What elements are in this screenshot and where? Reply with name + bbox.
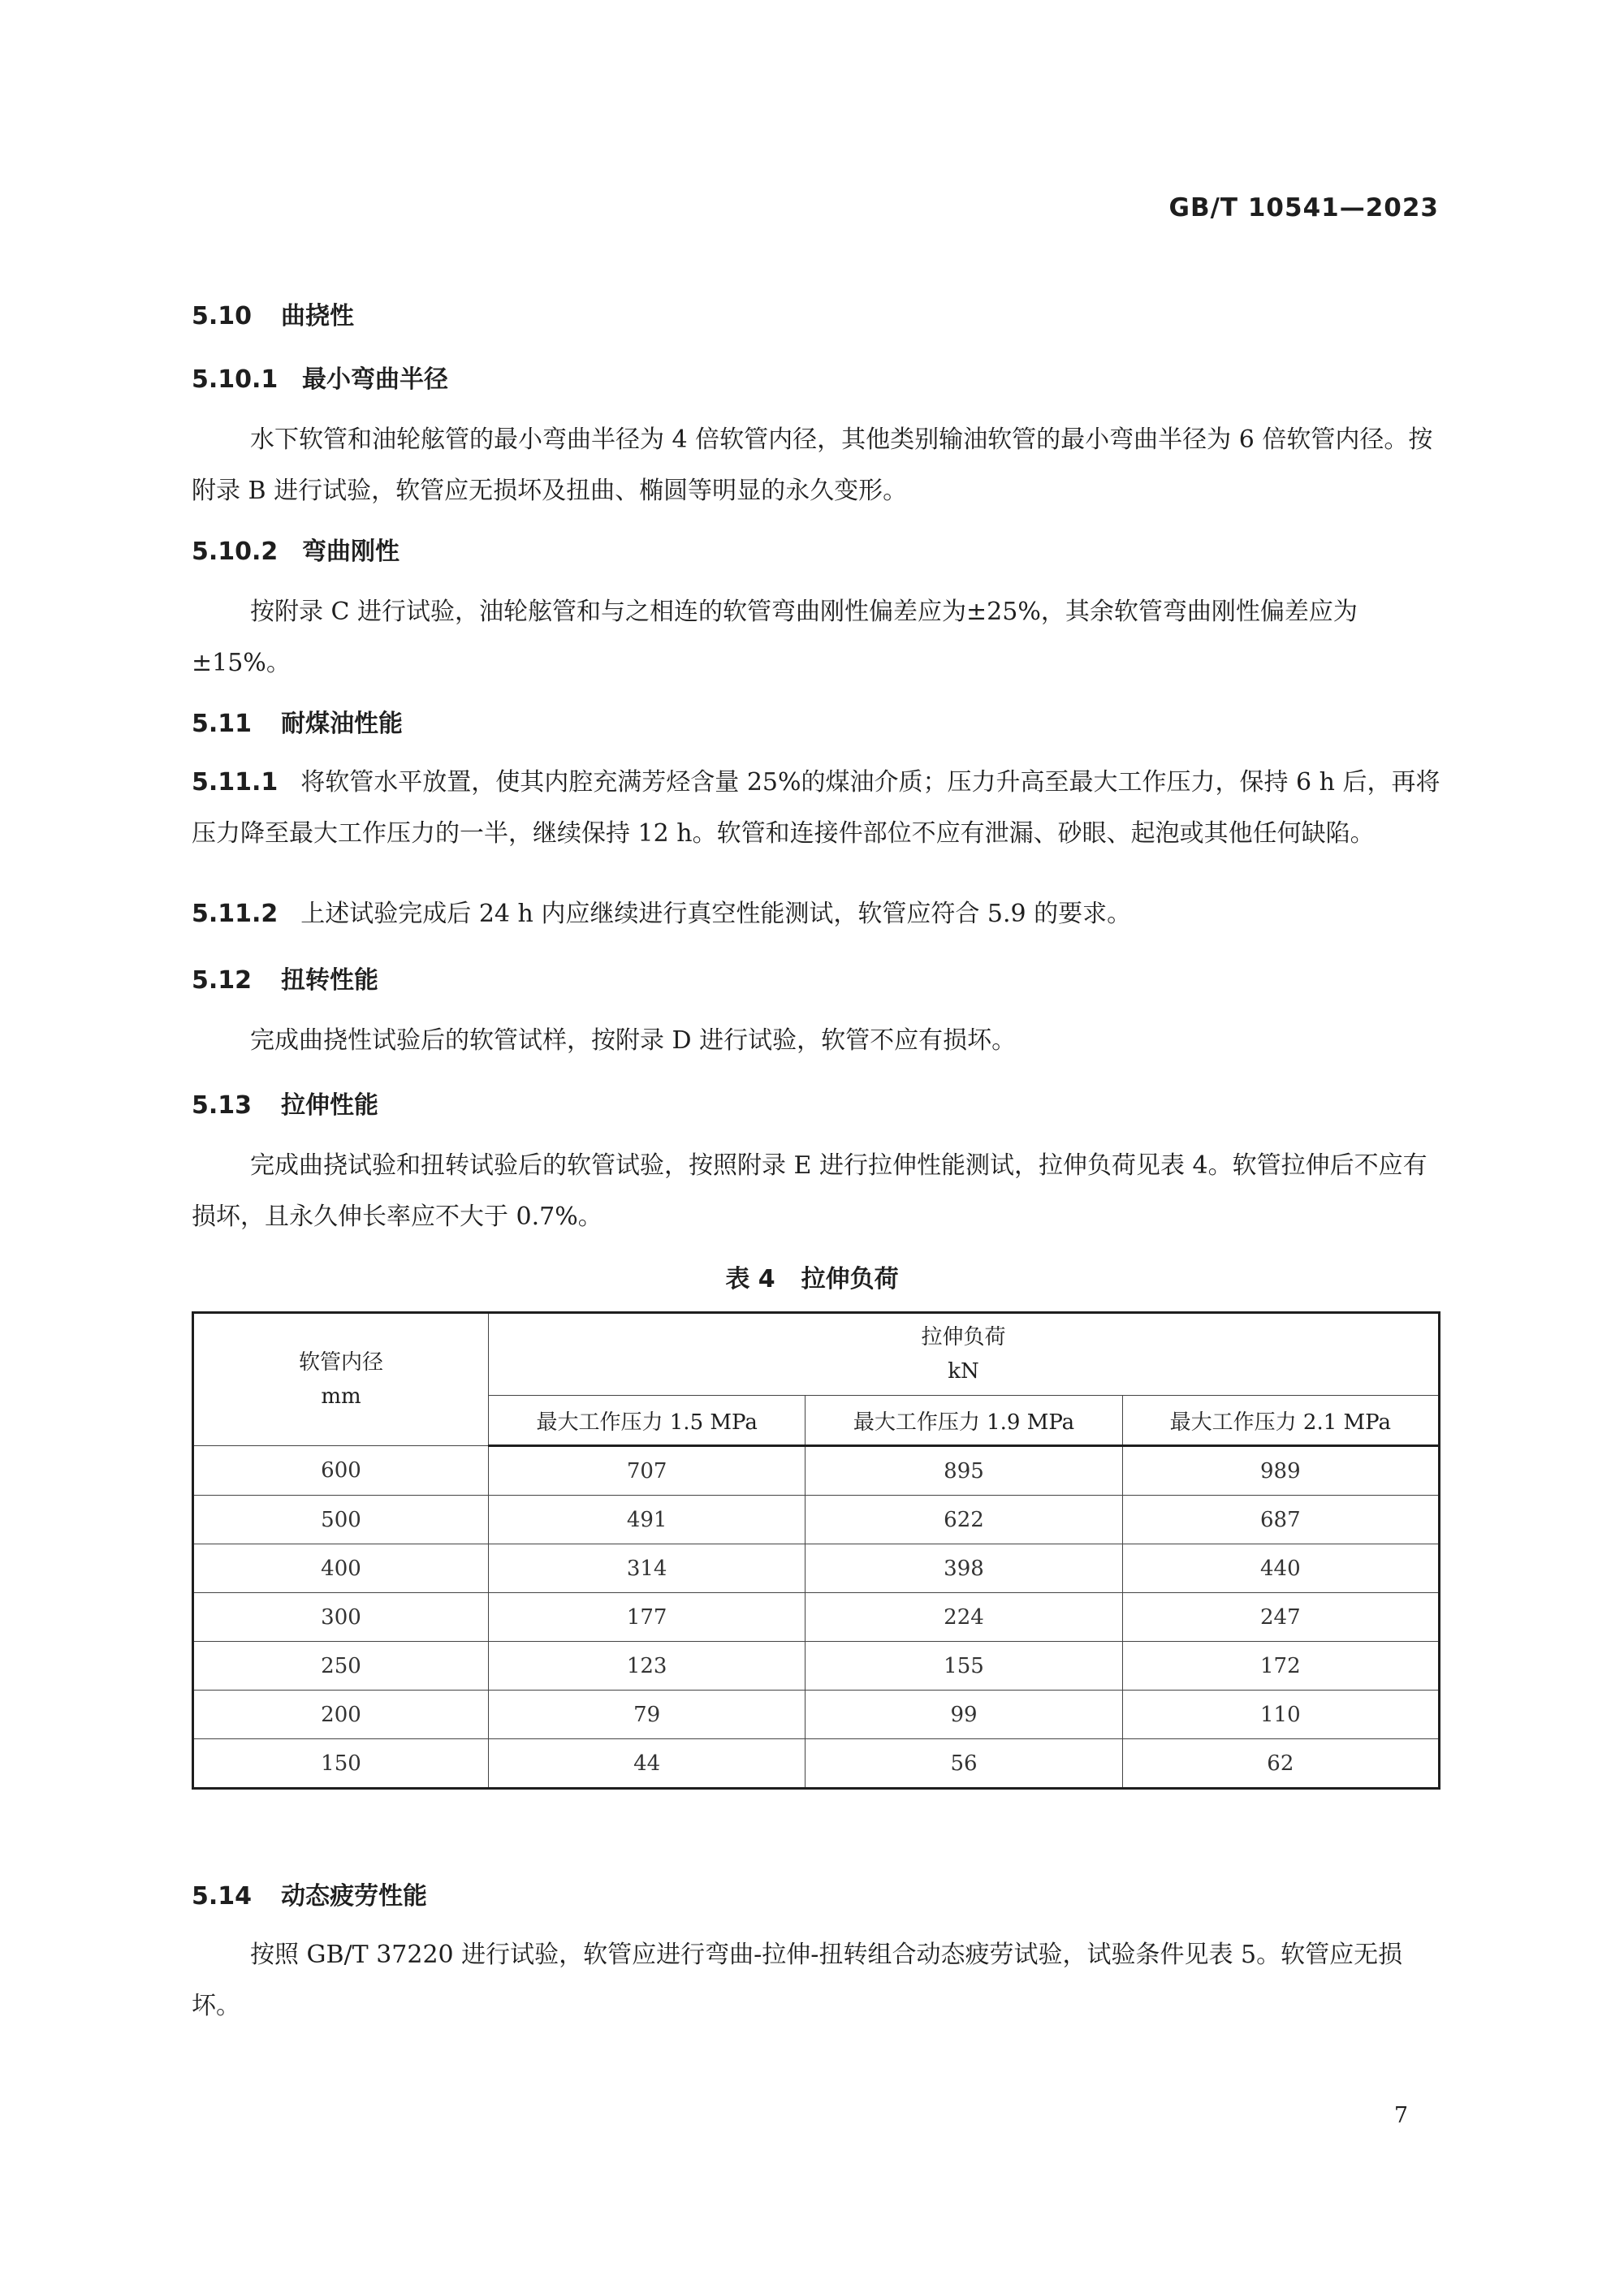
table-row bbox=[193, 1446, 1440, 1496]
table-cell: 687 bbox=[1122, 1496, 1439, 1544]
table-cell: 123 bbox=[489, 1642, 806, 1691]
section-5-11-1-text bbox=[192, 757, 1440, 859]
table-number: 表 4 bbox=[725, 1265, 775, 1293]
table-cell: 200 bbox=[193, 1691, 489, 1739]
table-cell: 300 bbox=[193, 1593, 489, 1642]
table-cell: 250 bbox=[193, 1642, 489, 1691]
table-cell: 150 bbox=[193, 1739, 489, 1789]
table-cell: 400 bbox=[193, 1544, 489, 1593]
col-header-pressure-1-5: 最大工作压力 1.5 MPa bbox=[489, 1396, 806, 1446]
table-cell: 440 bbox=[1122, 1544, 1439, 1593]
section-5-11-heading bbox=[192, 703, 403, 739]
tensile-load-label: 拉伸负荷 bbox=[921, 1325, 1006, 1349]
col-group-tensile-load bbox=[489, 1313, 1440, 1396]
section-title: 扭转性能 bbox=[281, 966, 378, 995]
table-4-caption bbox=[0, 1259, 1624, 1294]
section-number: 5.13 bbox=[192, 1091, 253, 1120]
col-header-pressure-1-9: 最大工作压力 1.9 MPa bbox=[806, 1396, 1122, 1446]
clause-number: 5.11.2 bbox=[192, 900, 279, 928]
section-number: 5.11 bbox=[192, 710, 253, 738]
table-cell: 895 bbox=[806, 1446, 1122, 1496]
section-number: 5.14 bbox=[192, 1882, 253, 1911]
section-5-10-1-text: 水下软管和油轮舷管的最小弯曲半径为 4 倍软管内径，其他类别输油软管的最小弯曲半径为 6 倍软管内径。按附录 B 进行试验，软管应无损坏及扭曲、椭圆等明显的永久变形。 bbox=[192, 425, 1433, 505]
inner-diameter-label: 软管内径 bbox=[298, 1350, 383, 1375]
section-number: 5.10.1 bbox=[192, 365, 279, 394]
section-5-14-text: 按照 GB/T 37220 进行试验，软管应进行弯曲-拉伸-扭转组合动态疲劳试验，试验条件见表 5。软管应无损坏。 bbox=[192, 1941, 1403, 2020]
table-row bbox=[193, 1544, 1440, 1593]
clause-text: 将软管水平放置，使其内腔充满芳烃含量 25%的煤油介质；压力升高至最大工作压力，保持 6 h 后，再将压力降至最大工作压力的一半，继续保持 12 h。软管和连接件部位不应有泄漏、砂眼、起泡或其他任何缺陷。 bbox=[192, 768, 1440, 848]
col-header-inner-diameter bbox=[193, 1313, 489, 1446]
table-cell: 155 bbox=[806, 1642, 1122, 1691]
section-title: 动态疲劳性能 bbox=[281, 1882, 427, 1911]
section-title: 曲挠性 bbox=[281, 302, 354, 330]
table-row bbox=[193, 1642, 1440, 1691]
section-title: 弯曲刚性 bbox=[302, 538, 400, 566]
table-cell: 622 bbox=[806, 1496, 1122, 1544]
table-cell: 62 bbox=[1122, 1739, 1439, 1789]
clause-number: 5.11.1 bbox=[192, 768, 279, 797]
table-row bbox=[193, 1496, 1440, 1544]
tensile-load-table bbox=[192, 1311, 1440, 1790]
table-row bbox=[193, 1593, 1440, 1642]
tensile-load-unit: kN bbox=[948, 1359, 979, 1384]
section-5-12-text: 完成曲挠性试验后的软管试样，按附录 D 进行试验，软管不应有损坏。 bbox=[250, 1026, 1017, 1055]
table-cell: 56 bbox=[806, 1739, 1122, 1789]
table-cell: 99 bbox=[806, 1691, 1122, 1739]
col-header-pressure-2-1: 最大工作压力 2.1 MPa bbox=[1122, 1396, 1439, 1446]
section-5-11-2-text bbox=[192, 888, 1440, 939]
section-5-13-heading bbox=[192, 1085, 378, 1121]
table-row bbox=[193, 1739, 1440, 1789]
table-cell: 79 bbox=[489, 1691, 806, 1739]
section-number: 5.12 bbox=[192, 966, 253, 995]
table-cell: 44 bbox=[489, 1739, 806, 1789]
section-number: 5.10 bbox=[192, 302, 253, 330]
page-number: 7 bbox=[1393, 2103, 1408, 2128]
table-cell: 314 bbox=[489, 1544, 806, 1593]
table-cell: 500 bbox=[193, 1496, 489, 1544]
section-5-14-heading bbox=[192, 1876, 427, 1911]
table-cell: 600 bbox=[193, 1446, 489, 1496]
table-cell: 398 bbox=[806, 1544, 1122, 1593]
table-cell: 224 bbox=[806, 1593, 1122, 1642]
inner-diameter-unit: mm bbox=[321, 1384, 361, 1409]
section-title: 最小弯曲半径 bbox=[302, 365, 448, 394]
section-5-12-heading bbox=[192, 960, 378, 995]
section-title: 拉伸性能 bbox=[281, 1091, 378, 1120]
standard-code: GB/T 10541—2023 bbox=[1168, 193, 1439, 222]
section-5-10-1-heading bbox=[192, 359, 448, 395]
section-5-13-text: 完成曲挠试验和扭转试验后的软管试验，按照附录 E 进行拉伸性能测试，拉伸负荷见表 4。软管拉伸后不应有损坏，且永久伸长率应不大于 0.7%。 bbox=[192, 1151, 1427, 1231]
table-title: 拉伸负荷 bbox=[801, 1265, 899, 1293]
section-title: 耐煤油性能 bbox=[281, 710, 403, 738]
table-cell: 172 bbox=[1122, 1642, 1439, 1691]
section-number: 5.10.2 bbox=[192, 538, 279, 566]
clause-text: 上述试验完成后 24 h 内应继续进行真空性能测试，软管应符合 5.9 的要求。 bbox=[300, 900, 1132, 928]
table-cell: 247 bbox=[1122, 1593, 1439, 1642]
table-row bbox=[193, 1691, 1440, 1739]
section-5-10-2-text: 按附录 C 进行试验，油轮舷管和与之相连的软管弯曲刚性偏差应为±25%，其余软管弯曲刚性偏差应为±15%。 bbox=[192, 598, 1358, 677]
table-cell: 177 bbox=[489, 1593, 806, 1642]
section-5-10-2-heading bbox=[192, 531, 400, 567]
table-cell: 110 bbox=[1122, 1691, 1439, 1739]
table-cell: 989 bbox=[1122, 1446, 1439, 1496]
section-5-10-heading bbox=[192, 296, 354, 331]
table-cell: 707 bbox=[489, 1446, 806, 1496]
table-cell: 491 bbox=[489, 1496, 806, 1544]
